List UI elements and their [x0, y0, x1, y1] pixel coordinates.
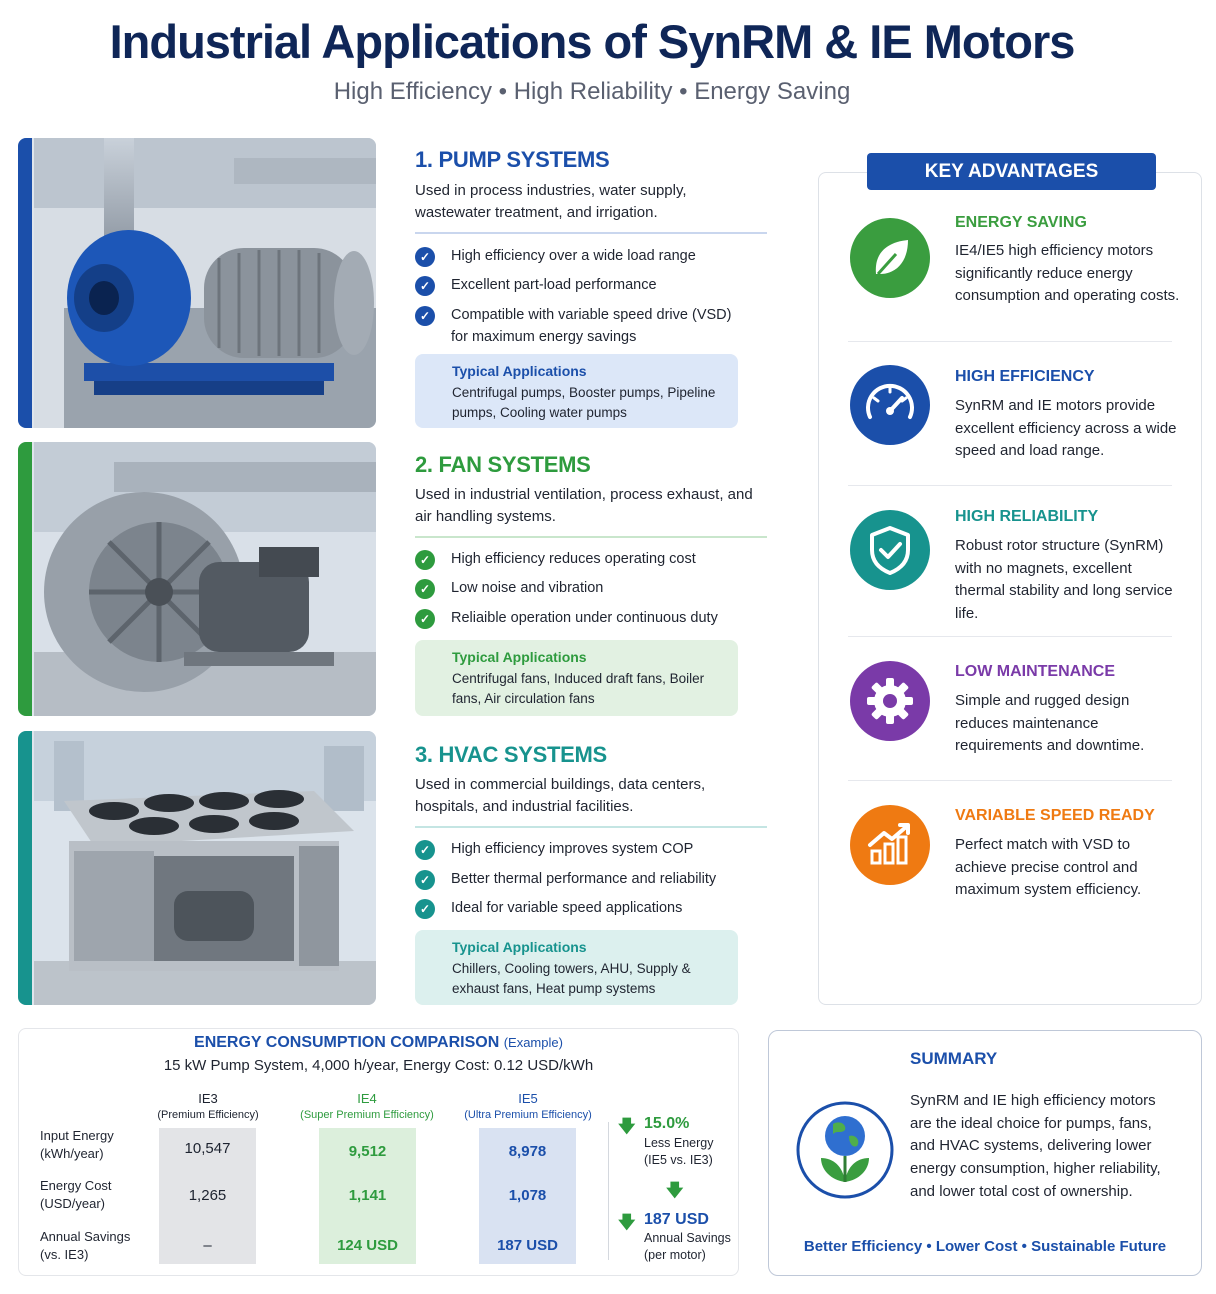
fan-section-description: Used in industrial ventilation, process exhaust, and air handling systems.: [415, 486, 753, 525]
check-icon: ✓: [415, 870, 435, 890]
hvac-system-image: [18, 731, 376, 1005]
down-arrow-icon: 🡇: [618, 1117, 636, 1136]
advantage-description: SynRM and IE motors provide excellent efficiency across a wide speed and load range.: [955, 397, 1177, 460]
hvac-typical-applications: [415, 930, 738, 1005]
advantage-description: IE4/IE5 high efficiency motors significantly reduce energy consumption and operating costs.: [955, 242, 1180, 305]
row-label-input-energy: Input Energy (kWh/year): [40, 1128, 114, 1161]
gauge-icon: [850, 365, 930, 445]
hvac-feature-item: ✓ Ideal for variable speed applications: [415, 897, 755, 919]
pump-applications-title: Typical Applications: [452, 363, 587, 379]
fan-applications-title: Typical Applications: [452, 649, 587, 665]
table-cell: 1,078: [508, 1187, 547, 1204]
annual-savings-label: Annual Savings (per motor): [644, 1231, 731, 1262]
growth-chart-icon: [850, 805, 930, 885]
advantage-divider: [848, 636, 1172, 637]
leaf-icon: [850, 218, 930, 298]
advantage-title: VARIABLE SPEED READY: [955, 807, 1155, 824]
annual-savings-value: 187 USD: [644, 1211, 709, 1228]
table-cell: 124 USD: [337, 1237, 398, 1254]
summary-text: SynRM and IE high efficiency motors are the ideal choice for pumps, fans, and HVAC systems, delivering lower energy consumption, higher reliability, and lower total cost of ownership.: [910, 1092, 1161, 1200]
check-icon: ✓: [415, 276, 435, 296]
energy-reduction-label: Less Energy (IE5 vs. IE3): [644, 1136, 714, 1167]
fan-section-title: 2. FAN SYSTEMS: [415, 452, 591, 477]
pump-feature-item: ✓ Excellent part-load performance: [415, 274, 755, 296]
fan-applications-list: Centrifugal fans, Induced draft fans, Boiler fans, Air circulation fans: [452, 671, 705, 706]
earth-leaf-icon: [795, 1100, 895, 1200]
table-cell: 8,978: [508, 1143, 547, 1160]
table-cell: 187 USD: [497, 1237, 558, 1254]
advantage-description: Simple and rugged design reduces maintenance requirements and downtime.: [955, 692, 1145, 755]
advantage-divider: [848, 780, 1172, 781]
comparison-title-note: (Example): [503, 1035, 563, 1050]
hvac-feature-item: ✓ Better thermal performance and reliability: [415, 868, 755, 890]
column-header-ie3: IE3 (Premium Efficiency): [157, 1091, 259, 1121]
hvac-section-divider: [415, 826, 767, 828]
hvac-section-description: Used in commercial buildings, data centers, hospitals, and industrial facilities.: [415, 776, 706, 815]
advantage-title: HIGH RELIABILITY: [955, 508, 1099, 525]
comparison-conditions: 15 kW Pump System, 4,000 h/year, Energy Cost: 0.12 USD/kWh: [163, 1057, 594, 1074]
fan-feature-item: ✓ Reliaible operation under continuous duty: [415, 607, 755, 629]
pump-system-image: [18, 138, 376, 428]
pump-typical-applications: [415, 354, 738, 428]
advantage-description: Perfect match with VSD to achieve precise control and maximum system efficiency.: [955, 836, 1142, 899]
pump-section-description: Used in process industries, water supply, wastewater treatment, and irrigation.: [415, 182, 687, 221]
hvac-feature-item: ✓ High efficiency improves system COP: [415, 838, 755, 860]
down-arrow-icon: 🡇: [666, 1181, 684, 1200]
down-arrow-icon: 🡇: [618, 1213, 636, 1232]
hvac-section-title: 3. HVAC SYSTEMS: [415, 742, 607, 767]
fan-feature-item: ✓ Low noise and vibration: [415, 577, 755, 599]
pump-feature-item: ✓ High efficiency over a wide load range: [415, 245, 755, 267]
comparison-title: ENERGY CONSUMPTION COMPARISON: [194, 1034, 500, 1051]
shield-icon: [850, 510, 930, 590]
check-icon: ✓: [415, 899, 435, 919]
summary-title: SUMMARY: [910, 1049, 998, 1068]
summary-tagline: Better Efficiency • Lower Cost • Sustainable Future: [803, 1238, 1167, 1255]
advantage-divider: [848, 485, 1172, 486]
pump-applications-list: Centrifugal pumps, Booster pumps, Pipeline pumps, Cooling water pumps: [452, 385, 716, 420]
result-divider: [608, 1122, 609, 1260]
fan-system-image: [18, 442, 376, 716]
fan-feature-item: ✓ High efficiency reduces operating cost: [415, 548, 755, 570]
row-label-energy-cost: Energy Cost (USD/year): [40, 1178, 112, 1211]
page-title: Industrial Applications of SynRM & IE Motors: [109, 15, 1075, 68]
pump-feature-item: ✓ Compatible with variable speed drive (VSD) for maximum energy savings: [415, 304, 755, 348]
advantage-title: LOW MAINTENANCE: [955, 663, 1115, 680]
gear-icon: [850, 661, 930, 741]
key-advantages-heading: KEY ADVANTAGES: [867, 153, 1156, 190]
check-icon: ✓: [415, 840, 435, 860]
pump-section-divider: [415, 232, 767, 234]
advantage-divider: [848, 341, 1172, 342]
table-cell: 1,265: [188, 1187, 227, 1204]
fan-typical-applications: [415, 640, 738, 716]
hvac-applications-list: Chillers, Cooling towers, AHU, Supply & exhaust fans, Heat pump systems: [452, 961, 691, 996]
fan-section-divider: [415, 536, 767, 538]
table-cell: –: [203, 1237, 212, 1254]
row-label-annual-savings: Annual Savings (vs. IE3): [40, 1229, 131, 1262]
check-icon: ✓: [415, 247, 435, 267]
column-header-ie4: IE4 (Super Premium Efficiency): [300, 1091, 434, 1121]
comparison-heading: [18, 1034, 739, 1052]
column-header-ie5: IE5 (Ultra Premium Efficiency): [464, 1091, 592, 1121]
check-icon: ✓: [415, 550, 435, 570]
table-cell: 10,547: [184, 1140, 231, 1157]
advantage-description: Robust rotor structure (SynRM) with no magnets, excellent thermal stability and long service life.: [955, 537, 1173, 623]
hvac-applications-title: Typical Applications: [452, 939, 587, 955]
page-subtitle: High Efficiency • High Reliability • Energy Saving: [333, 78, 851, 105]
pump-section-title: 1. PUMP SYSTEMS: [415, 147, 610, 172]
advantage-title: HIGH EFFICIENCY: [955, 368, 1095, 385]
advantage-title: ENERGY SAVING: [955, 214, 1087, 231]
table-cell: 9,512: [348, 1143, 387, 1160]
check-icon: ✓: [415, 579, 435, 599]
table-cell: 1,141: [348, 1187, 387, 1204]
check-icon: ✓: [415, 306, 435, 326]
energy-reduction-value: 15.0%: [644, 1115, 690, 1132]
check-icon: ✓: [415, 609, 435, 629]
